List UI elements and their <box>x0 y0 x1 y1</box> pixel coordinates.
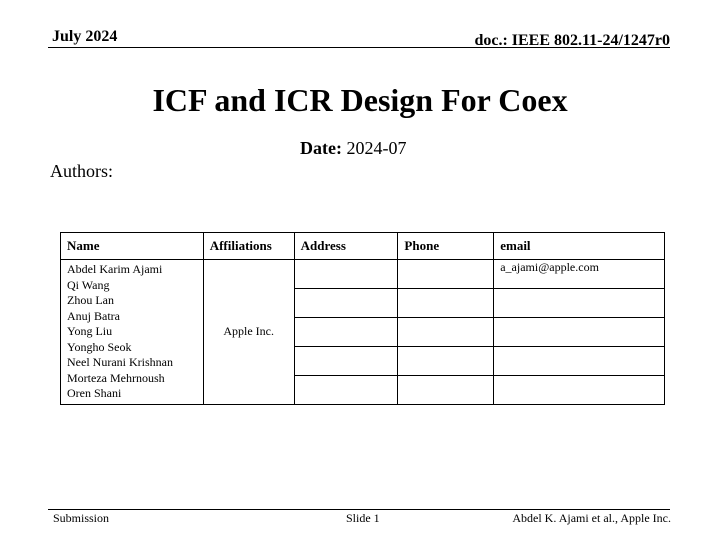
affiliation-cell: Apple Inc. <box>203 260 294 405</box>
footer-slide-number: Slide 1 <box>346 511 380 525</box>
header-date: July 2024 <box>52 28 118 45</box>
author-name: Qi Wang <box>67 277 110 292</box>
phone-cell <box>398 375 494 404</box>
email-cell: a_ajami@apple.com <box>494 260 665 289</box>
author-name: Morteza Mehrnoush <box>67 370 165 385</box>
author-name: Neel Nurani Krishnan <box>67 355 173 369</box>
address-cell <box>294 346 398 375</box>
email-cell <box>494 317 665 346</box>
footer-author: Abdel K. Ajami et al., Apple Inc. <box>512 511 671 525</box>
address-cell <box>294 260 398 289</box>
date-line <box>300 138 406 159</box>
header-divider <box>48 47 670 48</box>
address-cell <box>294 375 398 404</box>
date-label: Date: <box>300 138 342 158</box>
column-header-phone: Phone <box>398 233 494 260</box>
header-doc-id: doc.: IEEE 802.11-24/1247r0 <box>474 32 670 49</box>
authors-table <box>60 232 665 405</box>
footer-submission: Submission <box>53 511 110 525</box>
column-header-email: email <box>494 233 665 260</box>
author-names-cell <box>61 260 204 405</box>
email-cell <box>494 346 665 375</box>
phone-cell <box>398 317 494 346</box>
address-cell <box>294 317 398 346</box>
email-cell <box>494 288 665 317</box>
author-name: Yong Liu <box>67 324 113 338</box>
phone-cell <box>398 288 494 317</box>
column-header-address: Address <box>294 233 398 260</box>
table-row <box>61 260 665 289</box>
address-cell <box>294 288 398 317</box>
footer-divider <box>48 509 670 510</box>
column-header-affiliations: Affiliations <box>203 233 294 260</box>
slide-title: ICF and ICR Design For Coex <box>152 82 568 118</box>
email-cell <box>494 375 665 404</box>
phone-cell <box>398 260 494 289</box>
table-header-row <box>61 233 665 260</box>
author-name: Anuj Batra <box>67 308 120 323</box>
authors-label: Authors: <box>50 161 113 181</box>
date-value: 2024-07 <box>346 138 407 158</box>
author-name: Oren Shani <box>67 386 122 400</box>
author-name: Zhou Lan <box>67 293 114 307</box>
author-name: Yongho Seok <box>67 339 132 354</box>
phone-cell <box>398 346 494 375</box>
column-header-name: Name <box>61 233 204 260</box>
author-name: Abdel Karim Ajami <box>67 262 163 276</box>
